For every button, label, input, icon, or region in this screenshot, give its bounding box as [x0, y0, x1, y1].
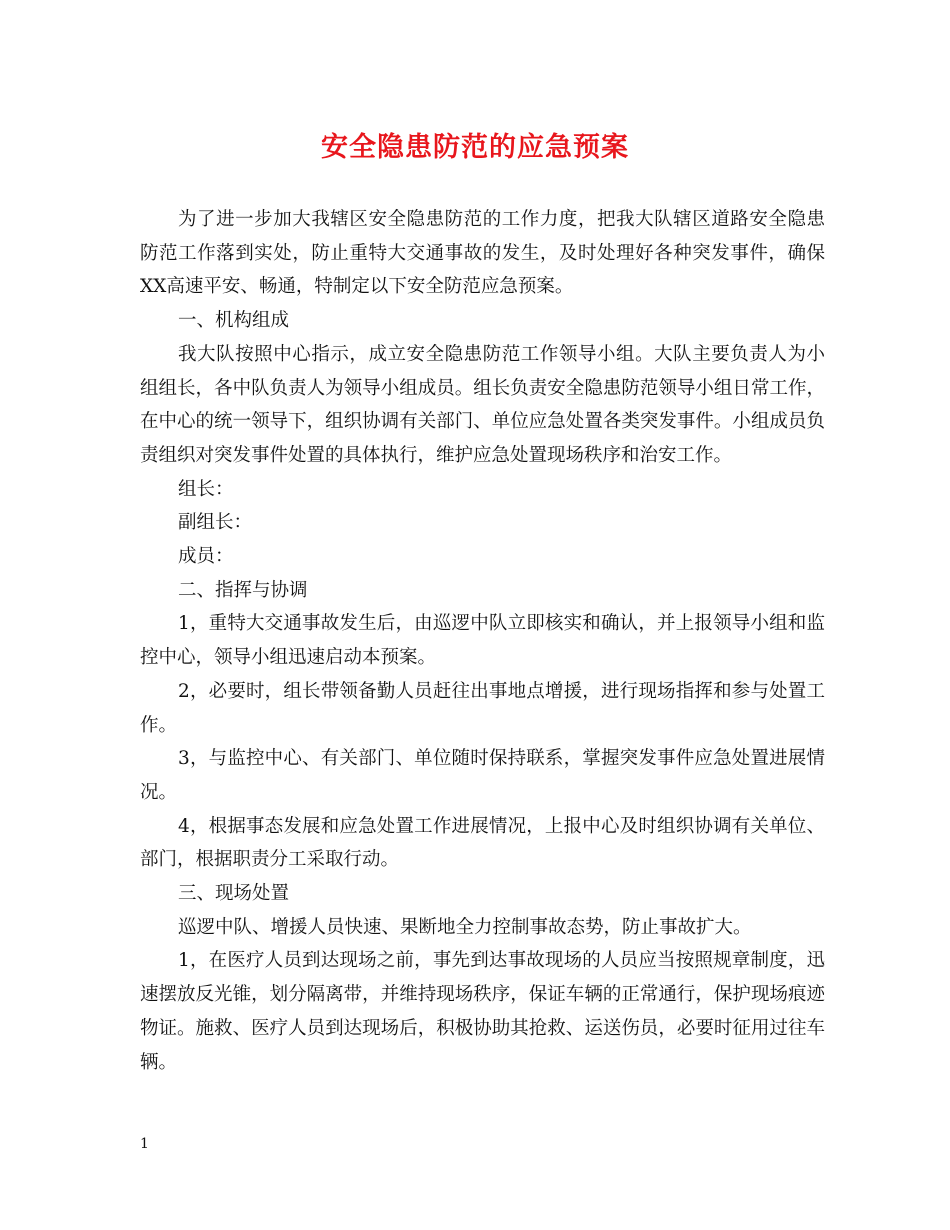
role-line: 组长： — [178, 478, 234, 500]
role-line: 副组长： — [178, 512, 253, 534]
paragraph: 巡逻中队、增援人员快速、果断地全力控制事故态势，防止事故扩大。 — [178, 916, 752, 938]
paragraph: 为了进一步加大我辖区安全隐患防范的工作力度，把我大队辖区道路安全隐患防范工作落到实处，防止重特大交通事故的发生，及时处理好各种突发事件，确保XX高速平安、畅通，特制定以下安全防范应急预案。 — [140, 209, 825, 298]
page-number: 1 — [140, 1136, 149, 1152]
section-heading: 二、指挥与协调 — [178, 579, 308, 601]
list-item: 1，在医疗人员到达现场之前，事先到达事故现场的人员应当按照规章制度，迅速摆放反光锥，划分隔离带，并维持现场秩序，保证车辆的正常通行，保护现场痕迹物证。施救、医疗人员到达现场后，积极协助其抢救、运送伤员，必要时征用过往车辆。 — [140, 950, 825, 1073]
document-body — [140, 203, 825, 1079]
paragraph: 我大队按照中心指示，成立安全隐患防范工作领导小组。大队主要负责人为小组组长，各中队负责人为领导小组成员。组长负责安全隐患防范领导小组日常工作，在中心的统一领导下，组织协调有关部门、单位应急处置各类突发事件。小组成员负责组织对突发事件处置的具体执行，维护应急处置现场秩序和治安工作。 — [140, 343, 825, 466]
role-line: 成员： — [178, 546, 234, 568]
section-heading: 三、现场处置 — [178, 883, 290, 905]
list-item: 1，重特大交通事故发生后，由巡逻中队立即核实和确认，并上报领导小组和监控中心，领导小组迅速启动本预案。 — [140, 613, 825, 669]
list-item: 2，必要时，组长带领备勤人员赶往出事地点增援，进行现场指挥和参与处置工作。 — [140, 680, 825, 736]
document-title: 安全隐患防范的应急预案 — [321, 132, 629, 163]
list-item: 3，与监控中心、有关部门、单位随时保持联系，掌握突发事件应急处置进展情况。 — [140, 748, 825, 803]
list-item: 4，根据事态发展和应急处置工作进展情况，上报中心及时组织协调有关单位、部门，根据职责分工采取行动。 — [140, 815, 825, 871]
section-heading: 一、机构组成 — [178, 310, 290, 332]
